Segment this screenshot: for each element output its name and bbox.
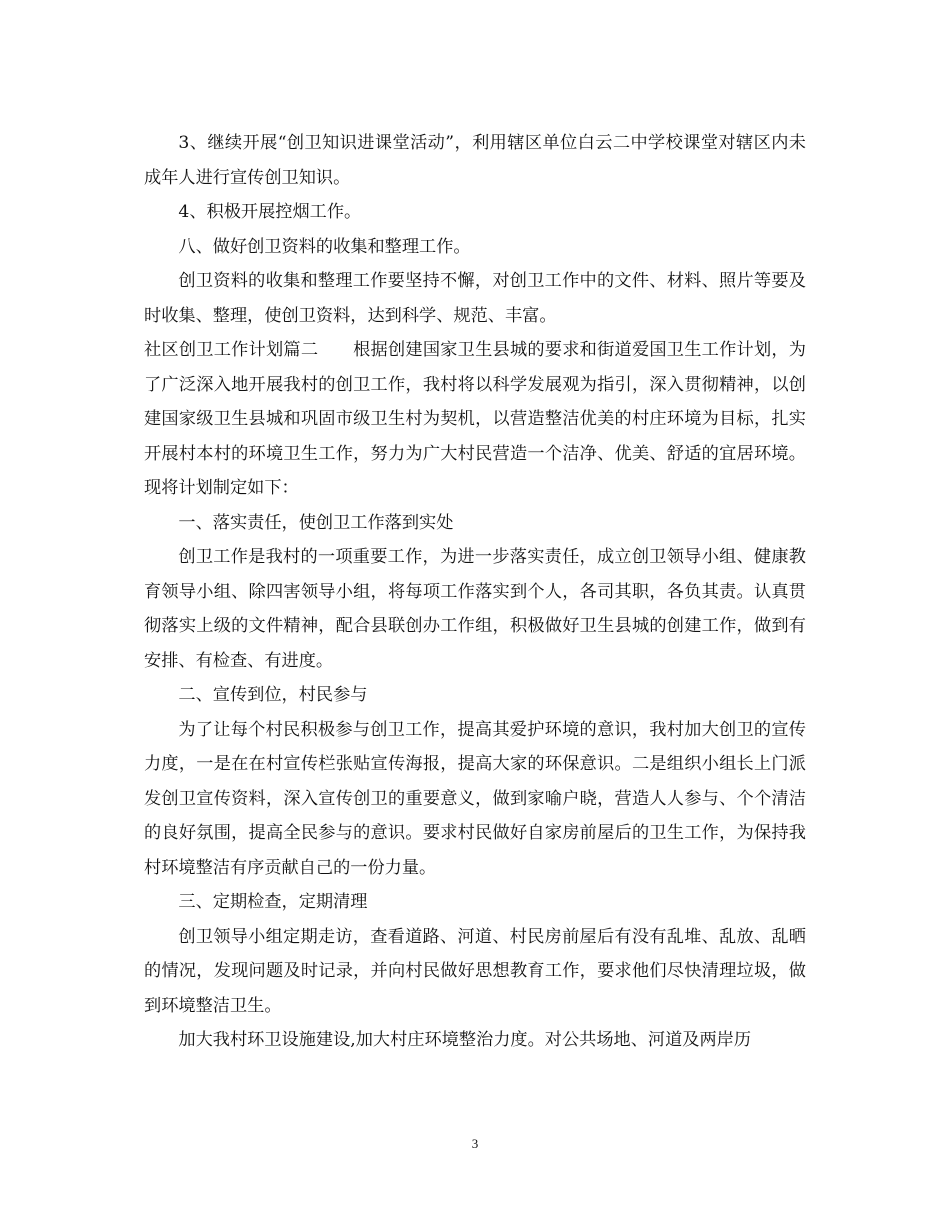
paragraph: 4、积极开展控烟工作。 xyxy=(178,202,362,222)
paragraph: 加大我村环卫设施建设,加大村庄环境整治力度。对公共场地、河道及两岸历 xyxy=(178,1030,752,1050)
section-heading: 二、宣传到位，村民参与 xyxy=(178,685,368,705)
document-body xyxy=(144,126,806,1058)
paragraph: 3、继续开展“创卫知识进课堂活动”，利用辖区单位白云二中学校课堂对辖区内未成年人进行宣传创卫知识。 xyxy=(144,133,806,188)
paragraph: 为了让每个村民积极参与创卫工作，提高其爱护环境的意识，我村加大创卫的宣传力度，一是在在村宣传栏张贴宣传海报，提高大家的环保意识。二是组织小组长上门派发创卫宣传资料，深入宣传创卫的重要意义，做到家喻户晓，营造人人参与、个个清洁的良好氛围，提高全民参与的意识。要求村民做好自家房前屋后的卫生工作，为保持我村环境整洁有序贡献自己的一份力量。 xyxy=(144,719,806,878)
section-heading: 三、定期检查，定期清理 xyxy=(178,892,368,912)
page-number: 3 xyxy=(471,1136,479,1151)
paragraph: 社区创卫工作计划篇二 根据创建国家卫生县城的要求和街道爱国卫生工作计划，为了广泛深入地开展我村的创卫工作，我村将以科学发展观为指引，深入贯彻精神，以创建国家级卫生县城和巩固市级卫生村为契机，以营造整洁优美的村庄环境为目标，扎实开展村本村的环境卫生工作，努力为广大村民营造一个洁净、优美、舒适的宜居环境。现将计划制定如下： xyxy=(144,340,806,498)
paragraph: 创卫工作是我村的一项重要工作，为进一步落实责任，成立创卫领导小组、健康教育领导小组、除四害领导小组，将每项工作落实到个人，各司其职，各负其责。认真贯彻落实上级的文件精神，配合县联创办工作组，积极做好卫生县城的创建工作，做到有安排、有检查、有进度。 xyxy=(144,547,806,671)
paragraph: 创卫领导小组定期走访，查看道路、河道、村民房前屋后有没有乱堆、乱放、乱晒的情况，发现问题及时记录，并向村民做好思想教育工作，要求他们尽快清理垃圾，做到环境整洁卫生。 xyxy=(144,926,806,1016)
paragraph: 创卫资料的收集和整理工作要坚持不懈，对创卫工作中的文件、材料、照片等要及时收集、整理，使创卫资料，达到科学、规范、丰富。 xyxy=(144,271,806,326)
section-heading: 一、落实责任，使创卫工作落到实处 xyxy=(178,512,454,533)
section-heading: 八、做好创卫资料的收集和整理工作。 xyxy=(178,236,471,257)
